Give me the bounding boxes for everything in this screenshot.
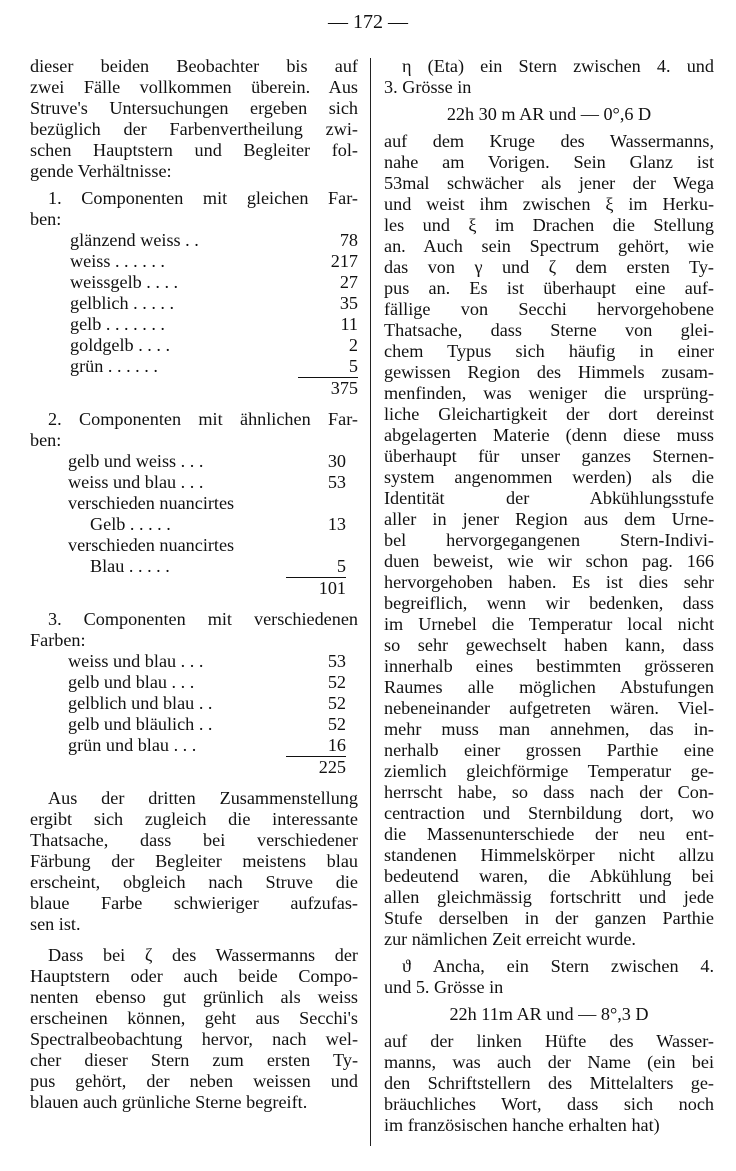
row-value (306, 493, 346, 514)
text-line: Thatsache, dass Sterne von glei- (384, 320, 714, 340)
row-label: gelblich und blau . . (68, 693, 213, 713)
page-number: — 172 — (328, 11, 408, 33)
row-value: 5 (348, 356, 358, 376)
text-line: les und ξ im Drachen die Stellung (384, 215, 714, 235)
row-value: 52 (327, 693, 346, 713)
row-label: grün und blau . . . (68, 735, 197, 755)
row-label: gelb und bläulich . . (68, 714, 213, 734)
text-line: 2. Componenten mit ähnlichen Far- (48, 409, 358, 429)
row-value: 52 (327, 714, 346, 734)
text-line: η (Eta) ein Stern zwischen 4. und (402, 56, 714, 76)
text-line: überhaupt für unser ganzes Sternen- (384, 446, 714, 466)
intro-paragraph (30, 56, 358, 182)
text-line: dieser beiden Beobachter bis auf (30, 56, 358, 76)
row-label: weiss und blau . . . (68, 472, 204, 492)
row-label: gelb und blau . . . (68, 672, 195, 692)
row-label: gelblich . . . . . (70, 293, 175, 313)
row-label: glänzend weiss . . (70, 230, 199, 250)
group2-heading-text (30, 409, 358, 451)
text-line: Stufe derselben in der ganzen Parthie (384, 908, 714, 928)
text-line: ergibt sich zugleich die interessante (30, 809, 358, 829)
row-value: 2 (348, 335, 358, 355)
group2-total (68, 577, 346, 599)
row-value: 16 (327, 735, 346, 755)
text-line: ben: (30, 430, 62, 450)
table-row (68, 735, 346, 756)
text-line: Hauptstern oder auch beide Compo- (30, 966, 358, 986)
text-line: gewissen Region des Himmels zusam- (384, 362, 714, 382)
group3-heading-text (30, 609, 358, 651)
text-line: Struve's Untersuchungen ergeben sich (30, 98, 358, 118)
row-label: weissgelb . . . . (70, 272, 179, 292)
text-line: system angenommen werden) als die (384, 467, 714, 487)
eta-intro (384, 56, 714, 98)
text-line: und 5. Grösse in (384, 977, 504, 997)
text-line: nahe am Vorigen. Sein Glanz ist (384, 152, 714, 172)
row-value (306, 535, 346, 556)
table-row (68, 556, 346, 577)
row-value: 30 (327, 451, 346, 471)
text-line: centraction und Sternbildung dort, wo (384, 803, 714, 823)
table-row (70, 293, 358, 314)
text-line: Färbung der Begleiter meistens blau (30, 851, 358, 871)
text-line: sen ist. (30, 914, 81, 934)
text-line: innerhalb eines bestimmten grösseren (384, 656, 714, 676)
text-line: mehr muss man annehmen, das in- (384, 719, 714, 739)
text-line: die Massenunterschiede der neu ent- (384, 824, 714, 844)
row-label: verschieden nuancirtes (68, 535, 235, 555)
text-line: Spectralbeobachtung hervor, nach wel- (30, 1029, 358, 1049)
table-row (70, 272, 358, 293)
text-line: abgelagerten Materie (denn diese muss (384, 425, 714, 445)
row-value: 11 (340, 314, 358, 334)
text-line: 3. Grösse in (384, 77, 472, 97)
text-line: gende Verhältnisse: (30, 161, 172, 181)
theta-paragraph (384, 1031, 714, 1136)
text-line: duen beweist, wie wir schon pag. 166 (384, 551, 714, 571)
row-label: weiss . . . . . . (70, 251, 165, 271)
text-line: 53mal schwächer als jener der Wega (384, 173, 714, 193)
text-line: im Urnebel die Temperatur local nicht (384, 614, 714, 634)
text-line: nenten ebenso gut grünlich als weiss (30, 987, 358, 1007)
text-line: zur nämlichen Zeit erreicht wurde. (384, 929, 636, 949)
text-line: menfinden, was weniger die ursprüng- (384, 383, 714, 403)
text-line: an. Auch sein Spectrum gehört, wie (384, 236, 714, 256)
row-label: verschieden nuancirtes (68, 493, 235, 513)
text-line: bel hervorgegangenen Stern-Indivi- (384, 530, 714, 550)
group2-table (68, 451, 346, 577)
text-line: hervorgehoben haben. Es ist dies sehr (384, 572, 714, 592)
group3-total (68, 756, 346, 778)
eta-coordinates: 22h 30 m AR und — 0°,6 D (446, 104, 652, 124)
row-value: 5 (336, 556, 346, 576)
text-line: Dass bei ζ des Wassermanns der (48, 945, 358, 965)
text-line: nerhalb einer grossen Parthie eine (384, 740, 714, 760)
table-row (68, 714, 346, 735)
text-line: Thatsache, dass bei verschiedener (30, 830, 358, 850)
text-line: schen Hauptstern und Begleiter fol- (30, 140, 358, 160)
row-value: 78 (339, 230, 358, 250)
group2-heading (30, 409, 358, 451)
left-column (30, 56, 358, 1113)
table-row (70, 251, 358, 272)
text-line: fällige von Secchi hervorgehobene (384, 299, 714, 319)
text-line: erscheint, obgleich nach Struve die (30, 872, 358, 892)
row-label: gelb und weiss . . . (68, 451, 204, 471)
text-line: blaue Farbe schwieriger aufzufas- (30, 893, 358, 913)
row-value: 52 (327, 672, 346, 692)
text-line: Identität der Abkühlungsstufe (384, 488, 714, 508)
group1-total (70, 377, 358, 399)
text-line: ziemlich gleichförmige Temperatur ge- (384, 761, 714, 781)
text-line: auf der linken Hüfte des Wasser- (384, 1031, 714, 1051)
row-value: 35 (339, 293, 358, 313)
table-row (68, 514, 346, 535)
text-line: herrscht habe, so dass nach der Con- (384, 782, 714, 802)
theta-coordinates: 22h 11m AR und — 8°,3 D (449, 1004, 649, 1024)
group1-heading-text (30, 188, 358, 230)
text-line: Raumes alle möglichen Abstufungen (384, 677, 714, 697)
table-row (70, 230, 358, 251)
table-row (68, 472, 346, 493)
text-line: allen gleichmässig fortschritt und jede (384, 887, 714, 907)
text-line: aller in jener Region aus dem Urne- (384, 509, 714, 529)
text-line: Aus der dritten Zusammenstellung (48, 788, 358, 808)
table-row (68, 651, 346, 672)
text-line: bezüglich der Farbenvertheilung zwi- (30, 119, 358, 139)
group3-total-value: 225 (286, 756, 346, 778)
text-line: 3. Componenten mit verschiedenen (48, 609, 358, 629)
group3-heading (30, 609, 358, 651)
row-label: gelb . . . . . . . (70, 314, 165, 334)
text-line: bedeutend waren, die Abkühlung bei (384, 866, 714, 886)
text-line: ben: (30, 209, 62, 229)
row-value: 53 (327, 472, 346, 492)
table-row (70, 356, 358, 377)
text-line: begreiflich, wenn wir bedenken, dass (384, 593, 714, 613)
text-line: pus gehört, der neben weissen und (30, 1071, 358, 1091)
text-line: liche Gleichartigkeit der dort dereinst (384, 404, 714, 424)
column-divider (370, 58, 371, 1146)
text-line: ϑ Ancha, ein Stern zwischen 4. (402, 956, 714, 976)
third-compilation-paragraph (30, 788, 358, 935)
text-line: erscheinen können, geht aus Secchi's (30, 1008, 358, 1028)
right-column (384, 56, 714, 1136)
group3-table (68, 651, 346, 756)
text-line: Farben: (30, 630, 86, 650)
row-label: Blau . . . . . (90, 556, 170, 576)
row-value: 13 (327, 514, 346, 534)
text-line: blauen auch grünliche Sterne begreift. (30, 1092, 308, 1112)
text-line: cher dieser Stern zum ersten Ty- (30, 1050, 358, 1070)
text-line: den Schriftstellern des Mittelalters ge- (384, 1073, 714, 1093)
theta-intro (384, 956, 714, 998)
text-line: auf dem Kruge des Wassermanns, (384, 131, 714, 151)
group1-table (70, 230, 358, 377)
table-row (70, 314, 358, 335)
row-label: grün . . . . . . (70, 356, 158, 376)
row-label: weiss und blau . . . (68, 651, 204, 671)
text-line: manns, was auch der Name (ein bei (384, 1052, 714, 1072)
text-line: chem Typus sich häufig in einer (384, 341, 714, 361)
row-label: Gelb . . . . . (90, 514, 171, 534)
text-line: bräuchliches Wort, dass sich noch (384, 1094, 714, 1114)
table-row (68, 451, 346, 472)
table-row (68, 693, 346, 714)
text-line: standenen Himmelskörper nicht allzu (384, 845, 714, 865)
text-line: und weist ihm zwischen ξ im Herku- (384, 194, 714, 214)
text-line: pus an. Es ist überhaupt eine auf- (384, 278, 714, 298)
text-line: so sehr gewechselt haben kann, dass (384, 635, 714, 655)
text-line: nebeneinander aufgetreten wären. Viel- (384, 698, 714, 718)
group1-heading (30, 188, 358, 230)
text-line: 1. Componenten mit gleichen Far- (48, 188, 358, 208)
text-line: zwei Fälle vollkommen überein. Aus (30, 77, 358, 97)
table-row (68, 493, 346, 514)
table-row (70, 335, 358, 356)
table-row (68, 672, 346, 693)
text-line: das von γ und ζ dem ersten Ty- (384, 257, 714, 277)
row-value: 27 (339, 272, 358, 292)
eta-paragraph (384, 131, 714, 950)
row-value: 217 (330, 251, 358, 271)
group1-total-value: 375 (298, 377, 358, 399)
row-label: goldgelb . . . . (70, 335, 171, 355)
row-value: 53 (327, 651, 346, 671)
group2-total-value: 101 (286, 577, 346, 599)
zeta-paragraph (30, 945, 358, 1113)
text-line: im französischen hanche erhalten hat) (384, 1115, 660, 1135)
table-row (68, 535, 346, 556)
